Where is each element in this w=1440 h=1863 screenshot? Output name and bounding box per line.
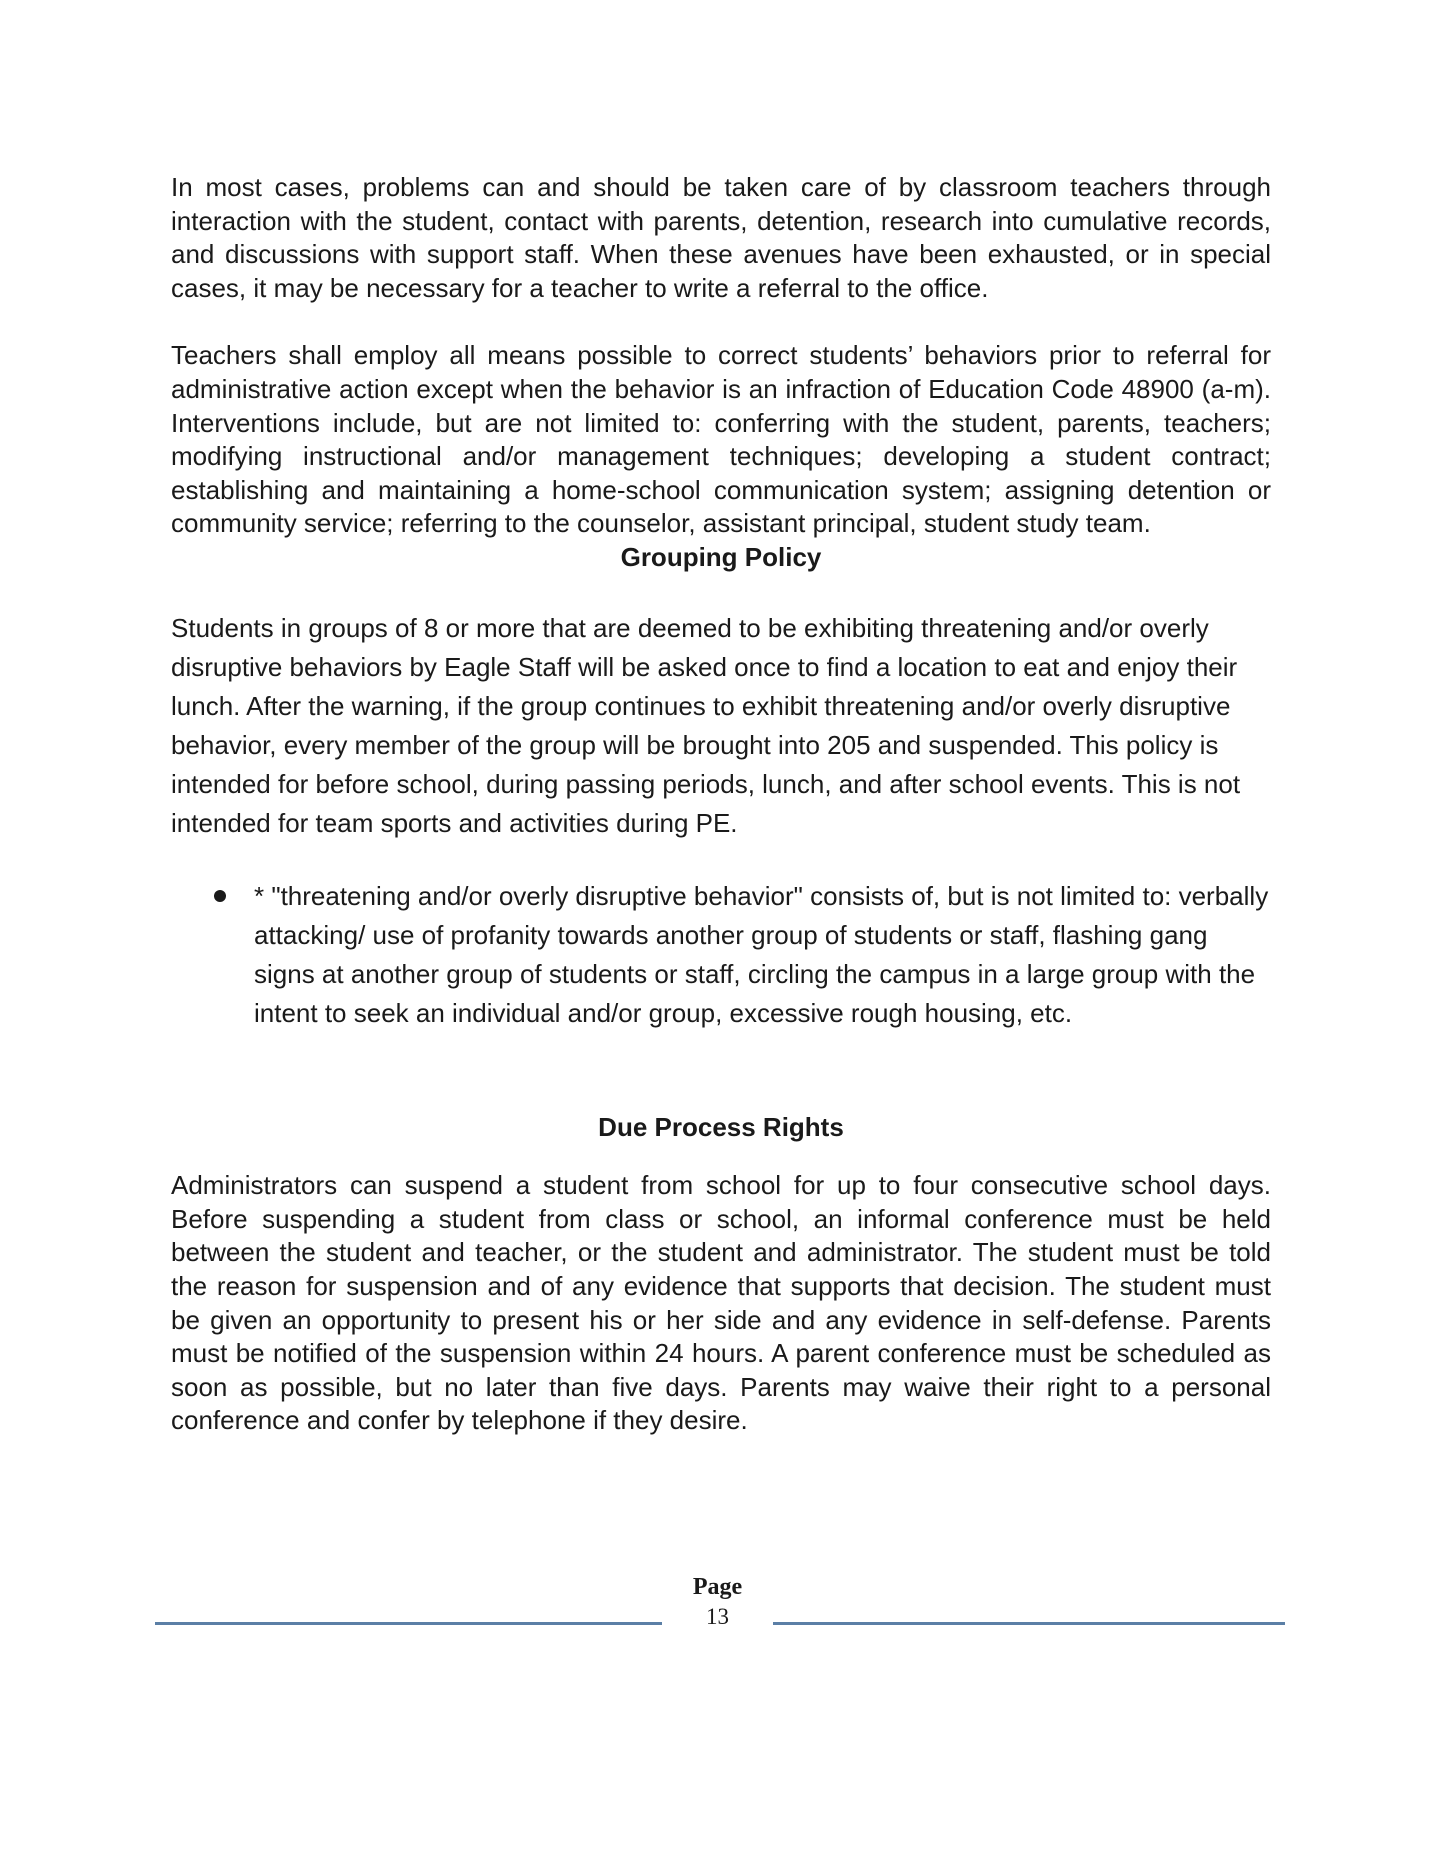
footer-divider-left [155,1622,662,1625]
grouping-policy-bullet-list [171,877,1271,1033]
list-item [171,877,1271,1033]
bullet-text: * "threatening and/or overly disruptive behavior" consists of, but is not limited to: verbally attacking/ use of profanity towards another group of students or staff, flashing gang signs at another group of students or staff, circling the campus in a large group with the intent to seek an individual and/or group, excessive rough housing, etc. [254,880,1269,1028]
page-number-block [662,1572,773,1632]
due-process-paragraph: Administrators can suspend a student from school for up to four consecutive school days. Before suspending a student from class or school, an informal conference must be held between the student and teacher, or the student and administrator. The student must be told the reason for suspension and of any evidence that supports that decision. The student must be given an opportunity to present his or her side and any evidence in self-defense. Parents must be notified of the suspension within 24 hours. A parent conference must be scheduled as soon as possible, but no later than five days. Parents may waive their right to a personal conference and confer by telephone if they desire. [171,1170,1271,1436]
page-footer [155,1572,1285,1642]
grouping-policy-heading: Grouping Policy [620,541,822,572]
interventions-paragraph: Teachers shall employ all means possible to correct students’ behaviors prior to referral for administrative action except when the behavior is an infraction of Education Code 48900 (a-m). Interventions include, but are not limited to: conferring with the student, parents, teachers; modifying instructional and/or management techniques; developing a student contract; establishing and maintaining a home-school communication system; assigning detention or community service; referring to the counselor, assistant principal, student study team. [171,340,1271,539]
grouping-policy-paragraph: Students in groups of 8 or more that are deemed to be exhibiting threatening and/or overly disruptive behaviors by Eagle Staff will be asked once to find a location to eat and enjoy their lunch. After the warning, if the group continues to exhibit threatening and/or overly disruptive behavior, every member of the group will be brought into 205 and suspended. This policy is intended for before school, during passing periods, lunch, and after school events. This is not intended for team sports and activities during PE. [171,612,1241,838]
due-process-heading: Due Process Rights [598,1111,844,1142]
page-content [171,171,1271,1438]
footer-divider-right [773,1622,1285,1625]
bullet-icon [214,890,226,902]
page-number: 13 [706,1604,729,1629]
page-label: Page [692,1574,743,1600]
intro-paragraph: In most cases, problems can and should be taken care of by classroom teachers through interaction with the student, contact with parents, detention, research into cumulative records, and discussions with support staff. When these avenues have been exhausted, or in special cases, it may be necessary for a teacher to write a referral to the office. [171,172,1271,303]
